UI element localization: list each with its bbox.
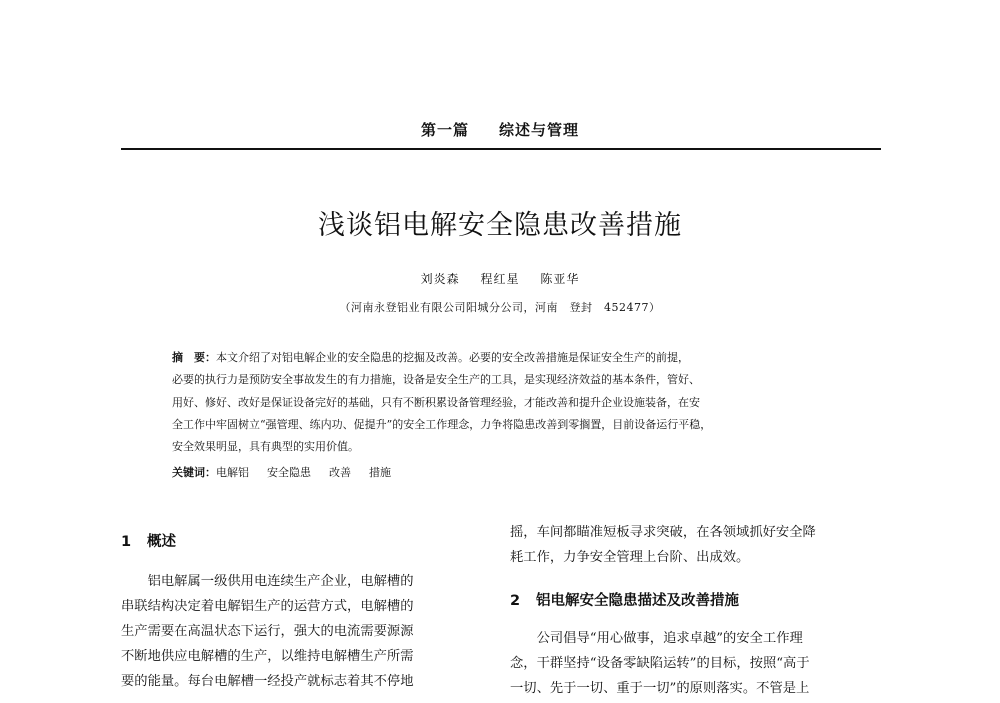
abstract-line: 安全效果明显，具有典型的实用价值。 bbox=[172, 440, 359, 454]
section-1-heading bbox=[121, 530, 491, 551]
section-title: 综述与管理 bbox=[499, 121, 580, 139]
affiliation: （河南永登铝业有限公司阳城分公司，河南 登封 452477） bbox=[339, 301, 661, 314]
section-number: 2 bbox=[510, 593, 521, 609]
abstract-label: 摘 要： bbox=[172, 351, 216, 364]
body-line: 耗工作，力争安全管理上台阶、出成效。 bbox=[510, 550, 750, 565]
keyword: 措施 bbox=[369, 466, 391, 479]
section-1-continuation bbox=[510, 520, 882, 570]
body-line: 摇，车间都瞄准短板寻求突破，在各领域抓好安全降 bbox=[510, 525, 816, 540]
header-rule bbox=[121, 148, 881, 150]
body-line: 不断地供应电解槽的生产，以维持电解槽生产所需 bbox=[121, 649, 414, 664]
section-title: 铝电解安全隐患描述及改善措施 bbox=[536, 593, 739, 609]
author-3: 陈亚华 bbox=[540, 272, 580, 286]
section-title: 概述 bbox=[147, 534, 176, 550]
body-line: 要的能量。每台电解槽一经投产就标志着其不停地 bbox=[121, 674, 414, 689]
section-1-body bbox=[121, 569, 491, 694]
author-2: 程红星 bbox=[480, 272, 520, 286]
keyword: 安全隐患 bbox=[267, 466, 311, 479]
body-line: 铝电解属一级供用电连续生产企业，电解槽的 bbox=[121, 574, 414, 589]
keyword: 改善 bbox=[329, 466, 351, 479]
body-line: 念，干群坚持“设备零缺陷运转”的目标，按照“高于 bbox=[510, 656, 810, 671]
abstract-line: 用好、修好、改好是保证设备完好的基础，只有不断积累设备管理经验，才能改善和提升企业设施装备，在安 bbox=[172, 395, 700, 409]
abstract-line bbox=[172, 347, 840, 369]
section-2-heading bbox=[510, 589, 882, 610]
abstract bbox=[172, 347, 840, 458]
section-2-body bbox=[510, 626, 882, 701]
section-number: 1 bbox=[121, 534, 132, 550]
keyword: 电解铝 bbox=[216, 466, 249, 479]
section-header bbox=[0, 119, 1000, 140]
article-title: 浅谈铝电解安全隐患改善措施 bbox=[318, 210, 682, 241]
authors bbox=[0, 270, 1000, 287]
keywords bbox=[172, 464, 840, 480]
abstract-line: 全工作中牢固树立“强管理、练内功、促提升”的安全工作理念，力争将隐患改善到零搁置，目前设备运行平稳， bbox=[172, 417, 712, 431]
author-1: 刘炎森 bbox=[420, 272, 460, 286]
body-line: 生产需要在高温状态下运行，强大的电流需要源源 bbox=[121, 624, 414, 639]
abstract-line: 必要的执行力是预防安全事故发生的有力措施，设备是安全生产的工具，是实现经济效益的基本条件，管好、 bbox=[172, 373, 700, 387]
body-line: 公司倡导“用心做事，追求卓越”的安全工作理 bbox=[510, 631, 803, 646]
abstract-text: 本文介绍了对铝电解企业的安全隐患的挖掘及改善。必要的安全改善措施是保证安全生产的前提， bbox=[216, 351, 689, 364]
keywords-label: 关键词： bbox=[172, 466, 216, 479]
body-line: 一切、先于一切、重于一切”的原则落实。不管是上 bbox=[510, 681, 810, 696]
section-number: 第一篇 bbox=[420, 121, 469, 139]
body-line: 串联结构决定着电解铝生产的运营方式，电解槽的 bbox=[121, 599, 414, 614]
